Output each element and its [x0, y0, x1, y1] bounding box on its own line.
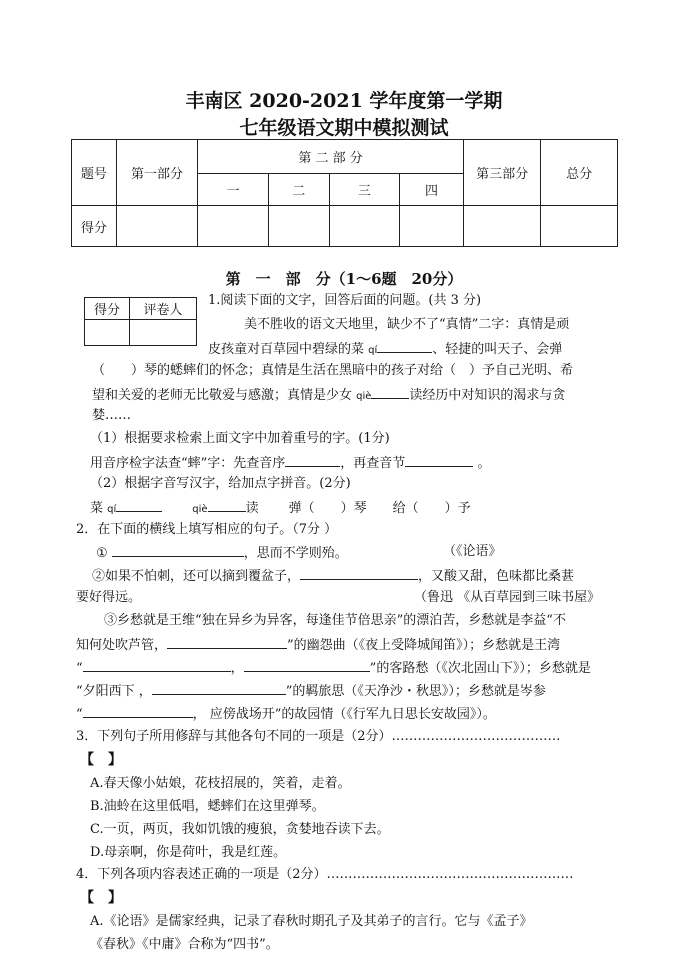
pinyin-qi: qí — [368, 345, 378, 356]
q2-item1: ① ，思而不学则殆。 — [96, 542, 348, 564]
q4-option-a-line2: 《春秋》《中庸》合称为“四书”。 — [90, 937, 279, 952]
blank-qiusi[interactable] — [152, 680, 286, 695]
q2-stem: 2．在下面的横线上填写相应的句子。（7分 ） — [76, 522, 338, 537]
q1-sub1-answer: 用音序检字法查“蟀”字：先查音序 ，再查音节 。 — [90, 452, 490, 474]
q1-passage-line4: 望和关爱的老师无比敬爱与感激；真情是少女 qiè 读经历中对知识的渴求与贪 — [92, 384, 565, 407]
blank-yinjie[interactable] — [405, 452, 473, 467]
q2-item3-line4: “夕阳西下 ， ”的羁旅思（《天净沙・秋思》）；乡愁就是岑参 — [76, 680, 546, 702]
score-cell-part1[interactable] — [116, 206, 198, 247]
grader-score-cell[interactable] — [85, 320, 130, 346]
score-subheader-3: 三 — [329, 174, 400, 206]
blank-lutaiyan[interactable] — [167, 634, 287, 649]
q1-stem: 1.阅读下面的文字，回答后面的问题。(共 3 分) — [208, 293, 482, 308]
q2-item3-line3: “ ， ”的客路愁（《次北固山下》）；乡愁就是 — [76, 657, 591, 679]
blank-wangwan-2[interactable] — [244, 657, 370, 672]
q4-option-a-line1: A.《论语》是儒家经典，记录了春秋时期孔子及其弟子的言行。它与《孟子》 — [90, 914, 533, 929]
q2-item3-line1: ③乡愁就是王维“独在异乡为异客，每逢佳节倍思亲”的漂泊苦，乡愁就是李益“不 — [104, 613, 566, 628]
score-header-part2: 第 二 部 分 — [198, 140, 464, 174]
q1-blank-qi[interactable] — [377, 338, 432, 353]
score-subheader-2: 二 — [268, 174, 329, 206]
score-header-part1: 第一部分 — [116, 140, 198, 206]
q2-item2: ②如果不怕刺，还可以摘到覆盆子， ，又酸又甜，色味都比桑葚 — [92, 565, 574, 587]
blank-lunyu[interactable] — [112, 542, 244, 557]
score-subheader-1: 一 — [198, 174, 269, 206]
score-cell-part2-2[interactable] — [268, 206, 329, 247]
q4-stem: 4．下列各项内容表述正确的一项是（2分）………………………………………………… — [76, 867, 574, 882]
pinyin-qie: qiè — [356, 391, 372, 402]
score-row-label: 得分 — [72, 206, 117, 247]
grader-name-label: 评卷人 — [130, 298, 197, 320]
grader-score-label: 得分 — [85, 298, 130, 320]
blank-fupenzi[interactable] — [300, 565, 418, 580]
blank-yinxu[interactable] — [285, 452, 340, 467]
score-header-part3: 第三部分 — [463, 140, 541, 206]
q2-item2-line2: 要好得远。 — [76, 590, 142, 605]
q1-passage-line1: 美不胜收的语文天地里，缺少不了“真情”二字：真情是顽 — [244, 317, 570, 332]
q1-passage-line2: 皮孩童对百草园中碧绿的菜 qí 、轻捷的叫天子、会弹 — [208, 338, 562, 361]
blank-qie-du[interactable] — [208, 497, 246, 512]
score-header-tihao: 题号 — [72, 140, 117, 206]
q1-passage-line5: 婪…… — [92, 408, 132, 423]
q1-blank-qie[interactable] — [371, 384, 409, 399]
q3-option-a: A.春天像小姑娘，花枝招展的，笑着，走着。 — [90, 776, 351, 791]
score-header-total: 总分 — [541, 140, 618, 206]
q3-stem: 3．下列句子所用修辞与其他各句不同的一项是（2分）………………………………… — [76, 729, 561, 744]
q3-answer-bracket[interactable]: 【 】 — [80, 752, 122, 768]
q2-item3-line5: “ ， 应傍战场开”的故园情（《行军九日思长安故园》）。 — [76, 703, 496, 725]
score-subheader-4: 四 — [400, 174, 464, 206]
q3-option-d: D.母亲啊，你是荷叶，我是红莲。 — [90, 845, 287, 860]
score-cell-part2-4[interactable] — [400, 206, 464, 247]
q3-option-c: C.一页，两页，我如饥饿的瘦狼，贪婪地吞读下去。 — [90, 822, 390, 837]
q1-sub2-answer: 菜 qí qiè 读 弹（ ）琴 给（ ）予 — [90, 497, 471, 520]
score-cell-part2-3[interactable] — [329, 206, 400, 247]
exam-title-line2: 七年级语文期中模拟测试 — [239, 117, 449, 139]
exam-title-line1: 丰南区 2020-2021 学年度第一学期 — [185, 90, 503, 112]
q1-sub1: （1）根据要求检索上面文字中加着重号的字。(1分) — [90, 431, 390, 446]
score-cell-part2-1[interactable] — [198, 206, 269, 247]
grader-box — [84, 297, 197, 346]
q4-answer-bracket[interactable]: 【 】 — [80, 890, 122, 906]
blank-wangwan-1[interactable] — [83, 657, 231, 672]
q2-item1-source: （《论语》 — [443, 544, 502, 559]
grader-name-cell[interactable] — [130, 320, 197, 346]
score-cell-total[interactable] — [541, 206, 618, 247]
q3-option-b: B.油蛉在这里低唱，蟋蟀们在这里弹琴。 — [90, 799, 325, 814]
blank-censhen[interactable] — [83, 703, 193, 718]
blank-cai-qi[interactable] — [116, 497, 162, 512]
q1-sub2: （2）根据字音写汉字，给加点字拼音。(2分) — [90, 476, 351, 491]
score-cell-part3[interactable] — [463, 206, 541, 247]
q2-item2-source: （鲁迅 《从百草园到三味书屋》 — [414, 590, 601, 605]
section-heading: 第 一 部 分（1～6题 20分） — [225, 270, 463, 288]
q1-passage-line3: （ ）琴的蟋蟀们的怀念；真情是生活在黑暗中的孩子对给（ ）予自己光明、希 — [92, 363, 574, 378]
q2-item3-line2: 知何处吹芦管， ”的幽怨曲（《夜上受降城闻笛》）；乡愁就是王湾 — [76, 634, 560, 656]
score-table — [71, 139, 618, 247]
